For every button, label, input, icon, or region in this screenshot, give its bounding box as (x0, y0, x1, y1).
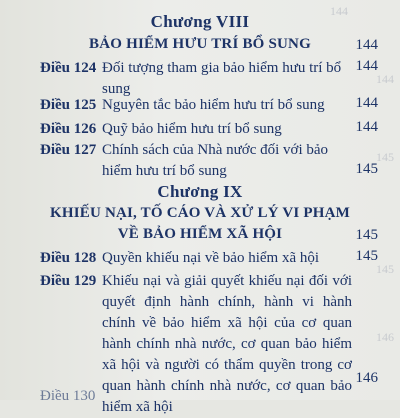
article-text: Chính sách của Nhà nước đối với bảo hiểm hưu trí bổ sung (102, 142, 329, 179)
article-text: Khiếu nại và giải quyết khiếu nại đối với quyết định hành chính, hành vi hành chính về bảo hiểm xã hội của cơ quan hành chính nhà nước, cơ quan bảo hiểm xã hội và người có thẩm quyền trong cơ quan hành chính nhà nước, cơ quan bảo hiểm xã hội (102, 273, 352, 415)
article-text: Nguyên tắc bảo hiểm hưu trí bổ sung (102, 97, 325, 113)
article-page: 146 (355, 370, 378, 386)
bleed-through-text: 144 (376, 72, 394, 86)
article-page: 144 (355, 95, 378, 111)
chapter-9-page: 145 (355, 227, 378, 243)
chapter-9-title-line1: KHIẾU NẠI, TỐ CÁO VÀ XỬ LÝ VI PHẠM (49, 205, 351, 221)
chapter-8-title: BẢO HIỂM HƯU TRÍ BỔ SUNG (89, 36, 311, 52)
partial-next-entry: Điều 130 (40, 388, 96, 404)
article-label: Điều 126 (40, 121, 97, 137)
article-label: Điều 127 (40, 142, 97, 158)
article-label: Điều 129 (40, 273, 97, 289)
bleed-through-text: 145 (376, 262, 394, 276)
chapter-8-page: 144 (355, 37, 378, 53)
chapter-9-heading: Chương IX (157, 182, 243, 201)
article-page: 144 (355, 58, 378, 74)
article-page: 145 (355, 161, 378, 177)
chapter-8-heading: Chương VIII (150, 12, 250, 31)
article-page: 144 (355, 119, 378, 135)
bleed-through-text: 144 (330, 4, 348, 18)
article-text: Đối tượng tham gia bảo hiểm hưu trí bổ sung (102, 60, 342, 97)
article-text: Quyền khiếu nại về bảo hiểm xã hội (102, 250, 320, 266)
article-page: 145 (355, 248, 378, 264)
article-label: Điều 124 (40, 60, 97, 76)
article-text: Quỹ bảo hiểm hưu trí bổ sung (102, 121, 282, 137)
article-label: Điều 125 (40, 97, 97, 113)
bleed-through-text: 146 (376, 330, 394, 344)
chapter-9-title-line2: VỀ BẢO HIỂM XÃ HỘI (117, 226, 283, 242)
bleed-through-text: 145 (376, 150, 394, 164)
article-label: Điều 128 (40, 250, 97, 266)
